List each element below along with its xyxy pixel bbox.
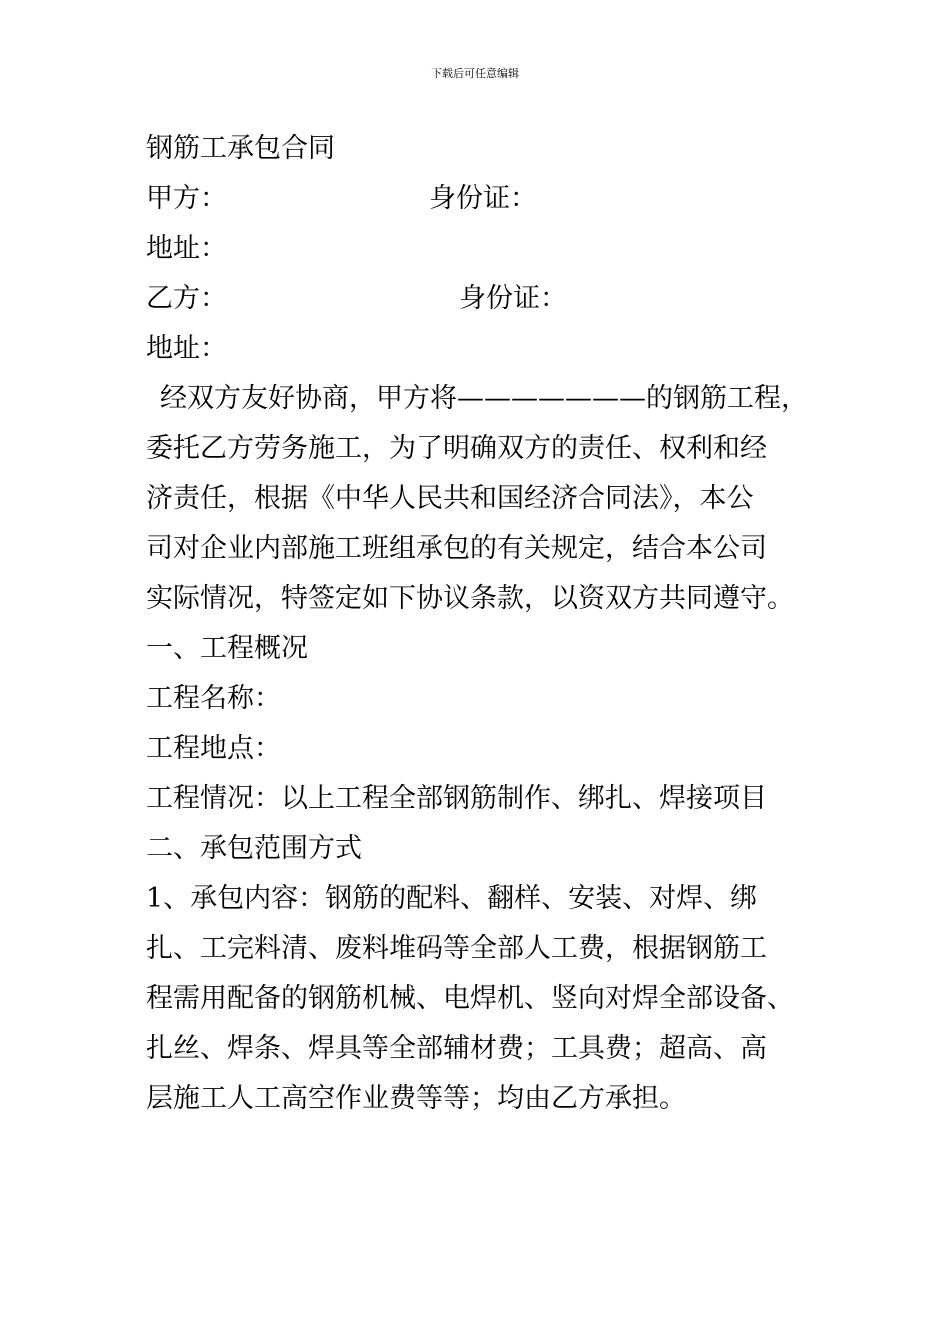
project-name-field: 工程名称： (146, 683, 281, 714)
contract-item-line: 扎丝、焊条、焊具等全部辅材费；工具费；超高、高 (146, 1033, 767, 1064)
party-a-id-label: 身份证： (429, 183, 537, 214)
contract-item-line: 层施工人工高空作业费等等；均由乙方承担。 (146, 1083, 686, 1114)
document-body (146, 124, 846, 1124)
party-a-row (146, 174, 846, 224)
header-note: 下载后可任意编辑 (431, 67, 519, 80)
project-location-field: 工程地点： (146, 733, 281, 764)
intro-line: 实际情况，特签定如下协议条款，以资双方共同遵守。 (146, 583, 794, 614)
party-b-address: 地址： (146, 333, 227, 364)
section-2-heading: 二、承包范围方式 (146, 833, 362, 864)
party-b-row (146, 274, 846, 324)
intro-line: 司对企业内部施工班组承包的有关规定，结合本公司 (146, 533, 767, 564)
document-title: 钢筋工承包合同 (146, 133, 335, 164)
intro-line: 经双方友好协商，甲方将———————的钢筋工程， (160, 383, 808, 414)
party-a-address: 地址： (146, 233, 227, 264)
party-b-id-label: 身份证： (459, 283, 567, 314)
party-b-label: 乙方： (146, 283, 227, 314)
party-a-label: 甲方： (146, 183, 227, 214)
intro-line: 委托乙方劳务施工，为了明确双方的责任、权利和经 (146, 433, 767, 464)
intro-line: 济责任，根据《中华人民共和国经济合同法》，本公 (146, 483, 754, 514)
section-1-heading: 一、工程概况 (146, 633, 308, 664)
contract-item-line: 1、承包内容：钢筋的配料、翻样、安装、对焊、绑 (146, 883, 758, 914)
contract-item-line: 扎、工完料清、废料堆码等全部人工费，根据钢筋工 (146, 933, 767, 964)
project-status-field: 工程情况：以上工程全部钢筋制作、绑扎、焊接项目 (146, 783, 767, 814)
contract-item-line: 程需用配备的钢筋机械、电焊机、竖向对焊全部设备、 (146, 983, 794, 1014)
